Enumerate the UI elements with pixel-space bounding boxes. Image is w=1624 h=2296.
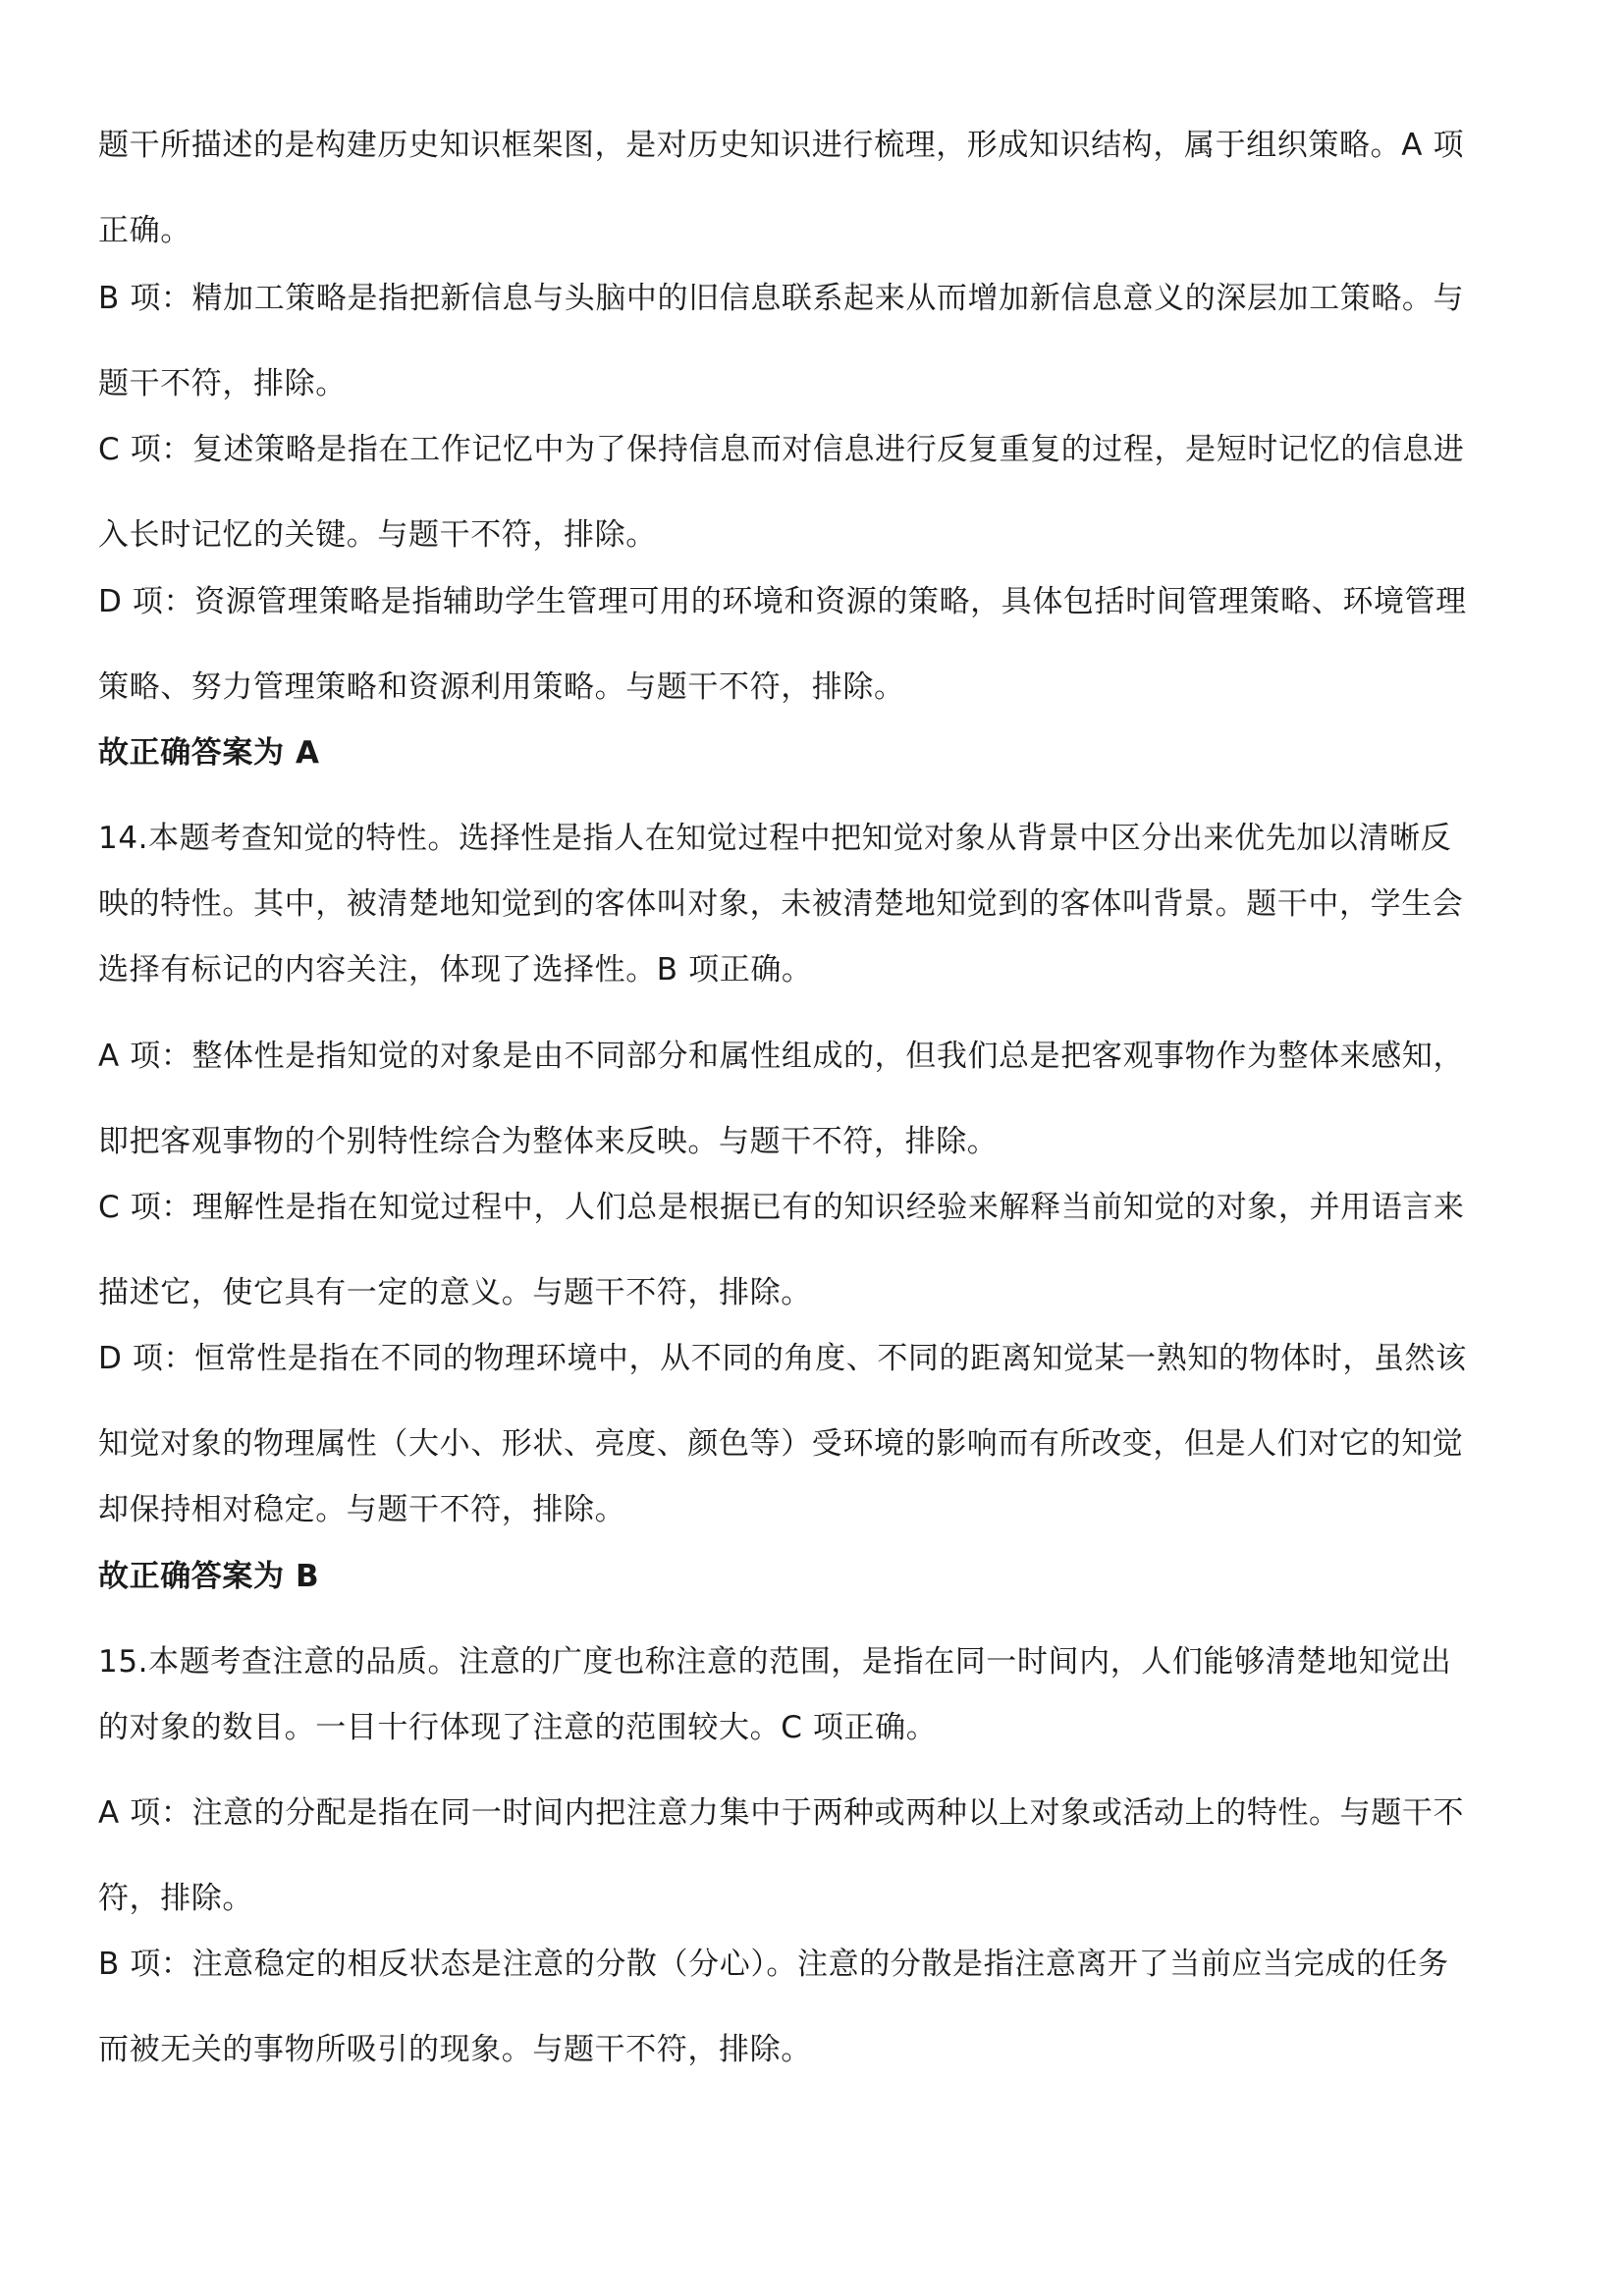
paragraph-line: 题干不符，排除。 — [98, 366, 347, 401]
paragraph-line: 14.本题考查知觉的特性。选择性是指人在知觉过程中把知觉对象从背景中区分出来优先加以清晰反 — [98, 821, 1452, 856]
paragraph-line: 却保持相对稳定。与题干不符，排除。 — [98, 1492, 626, 1527]
paragraph-line: 知觉对象的物理属性（大小、形状、亮度、颜色等）受环境的影响而有所改变，但是人们对它的知觉 — [98, 1426, 1464, 1462]
paragraph-line: C 项：理解性是指在知觉过程中，人们总是根据已有的知识经验来解释当前知觉的对象，并用语言来 — [98, 1190, 1465, 1225]
paragraph-line: 选择有标记的内容关注，体现了选择性。B 项正确。 — [98, 952, 813, 988]
paragraph-line: 符，排除。 — [98, 1881, 253, 1916]
paragraph-line: 描述它，使它具有一定的意义。与题干不符，排除。 — [98, 1275, 812, 1310]
paragraph-line: 的对象的数目。一目十行体现了注意的范围较大。C 项正确。 — [98, 1710, 938, 1745]
paragraph-line: 映的特性。其中，被清楚地知觉到的客体叫对象，未被清楚地知觉到的客体叫背景。题干中，学生会 — [98, 886, 1464, 922]
paragraph-line: 正确。 — [98, 213, 191, 248]
paragraph-line: B 项：注意稳定的相反状态是注意的分散（分心）。注意的分散是指注意离开了当前应当完成的任务 — [98, 1947, 1449, 1982]
answer-line: 故正确答案为 B — [98, 1559, 320, 1594]
paragraph-line: B 项：精加工策略是指把新信息与头脑中的旧信息联系起来从而增加新信息意义的深层加工策略。与 — [98, 281, 1465, 316]
paragraph-line: A 项：注意的分配是指在同一时间内把注意力集中于两种或两种以上对象或活动上的特性。与题干不 — [98, 1795, 1465, 1831]
paragraph-line: 即把客观事物的个别特性综合为整体来反映。与题干不符，排除。 — [98, 1124, 999, 1159]
paragraph-line: 题干所描述的是构建历史知识框架图，是对历史知识进行梳理，形成知识结构，属于组织策略。A 项 — [98, 128, 1465, 163]
answer-line: 故正确答案为 A — [98, 735, 320, 771]
paragraph-line: 策略、努力管理策略和资源利用策略。与题干不符，排除。 — [98, 669, 905, 705]
paragraph-line: D 项：资源管理策略是指辅助学生管理可用的环境和资源的策略，具体包括时间管理策略、环境管理 — [98, 584, 1467, 619]
paragraph-line: 而被无关的事物所吸引的现象。与题干不符，排除。 — [98, 2032, 812, 2067]
paragraph-line: D 项：恒常性是指在不同的物理环境中，从不同的角度、不同的距离知觉某一熟知的物体时，虽然该 — [98, 1341, 1467, 1376]
paragraph-line: 15.本题考查注意的品质。注意的广度也称注意的范围，是指在同一时间内，人们能够清楚地知觉出 — [98, 1644, 1452, 1680]
paragraph-line: A 项：整体性是指知觉的对象是由不同部分和属性组成的，但我们总是把客观事物作为整体来感知， — [98, 1039, 1465, 1074]
paragraph-line: 入长时记忆的关键。与题干不符，排除。 — [98, 517, 657, 553]
paragraph-line: C 项：复述策略是指在工作记忆中为了保持信息而对信息进行反复重复的过程，是短时记忆的信息进 — [98, 432, 1465, 467]
